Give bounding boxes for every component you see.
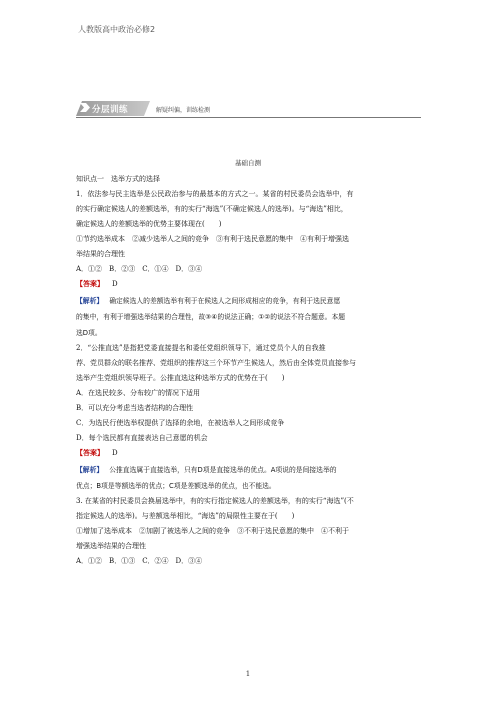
q2-analysis-line-1 [76, 462, 421, 478]
q1-analysis-text-1: 确定候选人的差额选举有利于在候选人之间形成相应的竞争，有利于选民意愿 [109, 297, 341, 305]
q2-line-3: 选举产生党组织领导班子。公推直选这种选举方式的优势在于( ) [76, 374, 285, 382]
banner-subtitle: 解疑纠偏，训练检测 [156, 107, 211, 114]
section-banner [76, 100, 421, 118]
q3-line-2: 指定候选人的选举)。与差额选举相比，“海选”的局限性主要在于( ) [76, 512, 295, 520]
q1-analysis-line-3: 选D项。 [76, 329, 102, 337]
q2-line-2: 荐、党员群众的联名推荐、党组织的推荐这三个环节产生候选人，然后由全体党员直接参与 [76, 359, 356, 367]
q2-option-b: B．可以充分考虑当选者结构的合理性 [76, 404, 194, 412]
banner-arrow-icon [80, 103, 90, 112]
q1-answer [76, 277, 421, 293]
q1-analysis-line-1 [76, 293, 421, 309]
q2-answer [76, 446, 421, 462]
q2-analysis-label: 【解析】 [76, 466, 104, 474]
q1-answer-value: D [112, 280, 118, 288]
banner-divider [76, 117, 421, 118]
document-header-title: 人教版高中政治必修2 [78, 25, 156, 34]
q1-analysis-label: 【解析】 [76, 297, 104, 305]
q2-answer-label: 【答案】 [76, 449, 104, 457]
section-title: 基础自测 [235, 159, 261, 167]
q1-line-2: 的实行确定候选人的差额选举，有的实行“海选”(不确定候选人的选举)。与“海选”相比， [76, 205, 348, 213]
q3-line-3: ①增加了选举成本 ②加剧了被选举人之间的竞争 ③不利于选民意愿的集中 ④不利于 [76, 527, 349, 535]
q2-analysis-text-1: 公推直选属于直接选举，只有D项是直接选举的优点。A项说的是间接选举的 [109, 466, 337, 474]
page-number: 1 [245, 670, 251, 678]
q2-option-a: A．在选民较多、分布较广的情况下适用 [76, 389, 201, 397]
q1-line-1: 1．依法参与民主选举是公民政治参与的最基本的方式之一。某省的村民委员会选举中，有 [76, 190, 354, 198]
q3-options: A．①② B．①③ C．②④ D．③④ [76, 557, 203, 565]
q3-line-1: 3. 在某省的村民委员会换届选举中，有的实行指定候选人的差额选举，有的实行“海选”(不 [76, 497, 354, 505]
q2-option-c: C．为选民行使选举权提供了选择的余地，在被选举人之间形成竞争 [76, 419, 285, 427]
q1-line-3: 确定候选人的差额选举的优势主要体现在( ) [76, 220, 222, 228]
knowledge-point-heading: 知识点一 选举方式的选择 [76, 175, 160, 183]
q2-analysis-line-2: 优点；B项是等额选举的优点；C项是差额选举的优点，也不能选。 [76, 482, 276, 490]
banner-label: 分层训练 [92, 105, 129, 115]
document-body [76, 172, 421, 569]
q2-line-1: 2．“公推直选”是指把党委直接提名和委任党组织领导下，通过党员个人的自我推 [76, 344, 326, 352]
q1-analysis-line-2: 的集中，有利于增强选举结果的合理性，故③④的说法正确；①②的说法不符合题意。本题 [76, 313, 346, 321]
q1-answer-label: 【答案】 [76, 280, 104, 288]
q3-line-4: 增强选举结果的合理性 [76, 542, 146, 550]
q2-answer-value: D [112, 449, 118, 457]
q1-line-4: ①节约选举成本 ②减少选举人之间的竞争 ③有利于选民意愿的集中 ④有利于增强选 [76, 235, 349, 243]
q1-line-5: 举结果的合理性 [76, 250, 125, 258]
q1-options: A．①② B．②③ C．①④ D．③④ [76, 265, 203, 273]
q2-option-d: D．每个选民都有直接表达自己意愿的机会 [76, 434, 208, 442]
